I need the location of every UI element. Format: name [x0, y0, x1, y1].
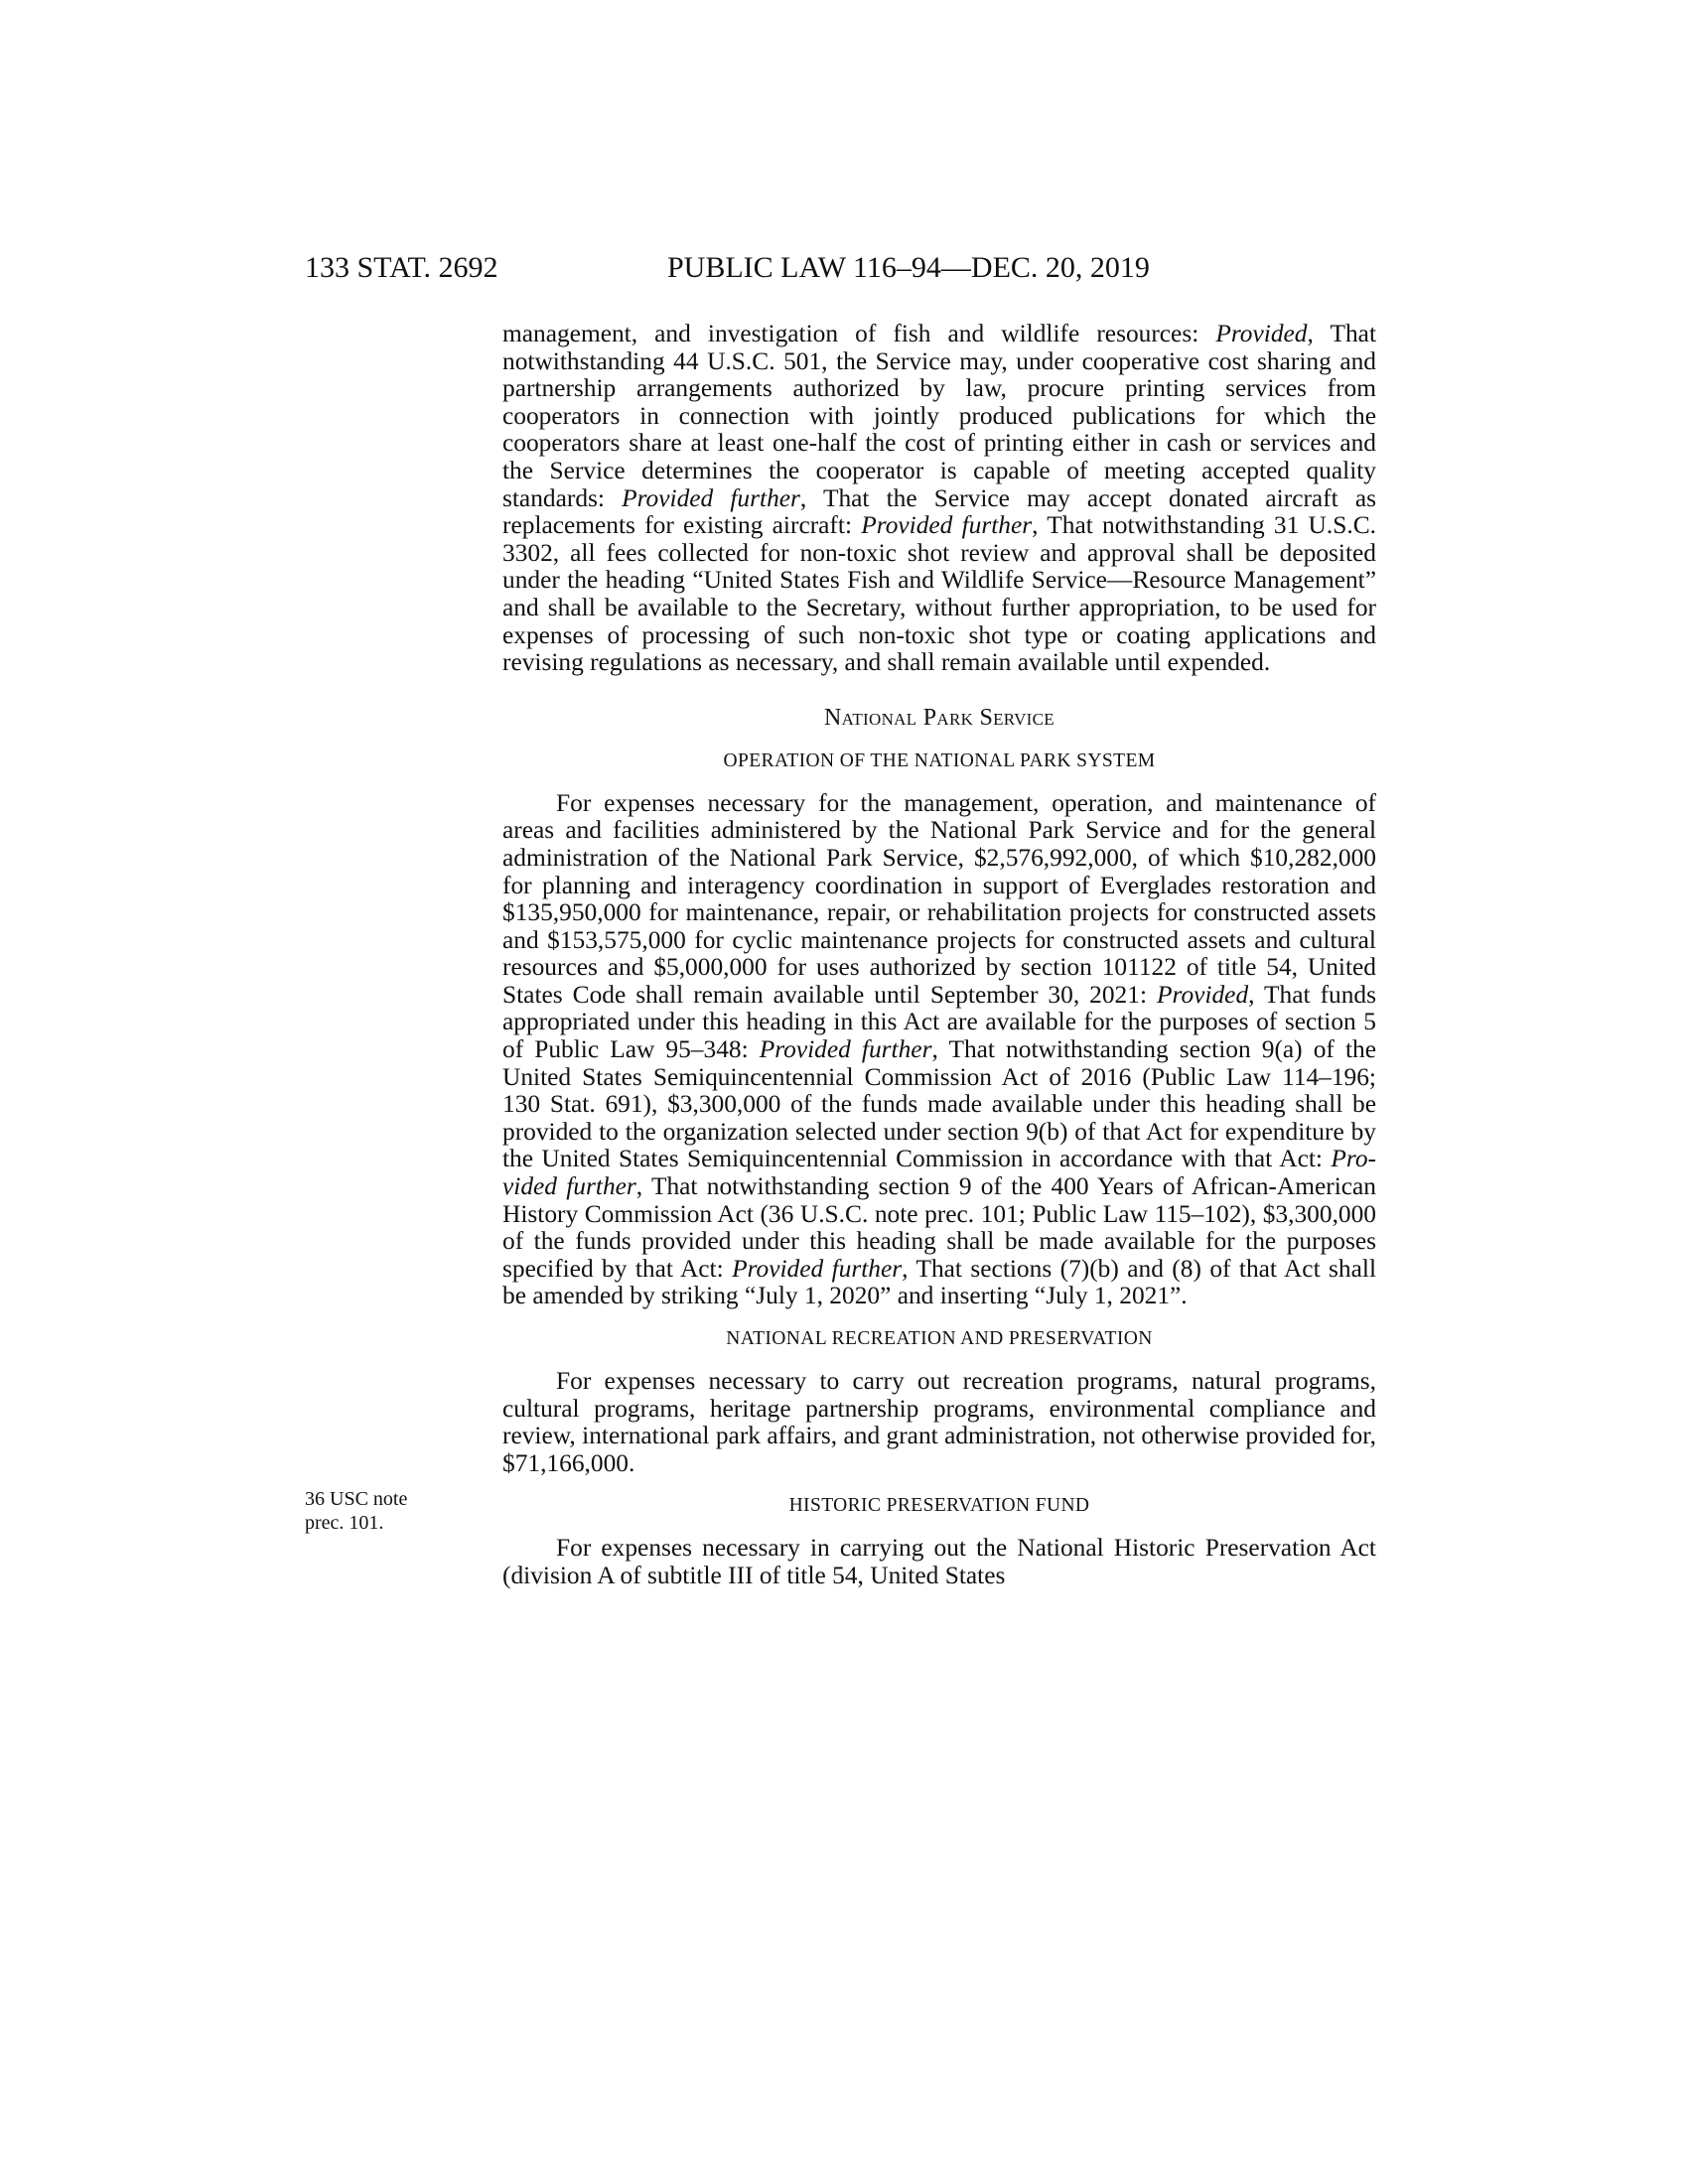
heading-historic-preservation-fund: HISTORIC PRESERVATION FUND — [788, 1495, 1090, 1517]
paragraph-fish-wildlife: management, and investigation of fish and wildlife resources: Provided, That notwithstanding 44 U.S.C. 501, the Service may, under cooperative cost sharing and partnership arrangements authorized by law, procure printing services from cooperators in connection with jointly produced publications for which the cooperators share at least one-half the cost of printing either in cash or services and the Service determines the cooperator is capable of meeting accepted quality standards: Provided further, That the Service may accept donated aircraft as replacements for existing aircraft: Provided further, That notwithstanding 31 U.S.C. 3302, all fees collected for non-toxic shot review and approval shall be deposited under the heading “United States Fish and Wildlife Service—Resource Management” and shall be available to the Secretary, without further appropriation, to be used for expenses of processing of such non-toxic shot type or coating applications and revising regulations as necessary, and shall remain available until expended. — [502, 320, 1376, 677]
paragraph-historic: For expenses necessary in carrying out the National Historic Preservation Act (division A of subtitle III of title 54, United States — [502, 1534, 1376, 1589]
body-text — [502, 321, 1376, 1590]
paragraph-operation: For expenses necessary for the management, operation, and maintenance of areas and facilities administered by the National Park Service and for the general administration of the National Park Service, $2,576,992,000, of which $10,282,000 for planning and interagency coordination in support of Everglades restoration and $135,950,000 for maintenance, repair, or rehabilitation projects for constructed assets and $153,575,000 for cyclic maintenance projects for constructed assets and cultural resources and $5,000,000 for uses authorized by section 101122 of title 54, United States Code shall remain available until September 30, 2021: Provided, That funds appropriated under this heading in this Act are available for the purposes of section 5 of Public Law 95–348: Provided further, That notwithstanding section 9(a) of the United States Semiquincentennial Commission Act of 2016 (Public Law 114–196; 130 Stat. 691), $3,300,000 of the funds made available under this heading shall be provided to the organization selected under section 9(b) of that Act for expenditure by the United States Semiquincentennial Commission in accordance with that Act: Provided further, That notwithstanding section 9 of the 400 Years of African-American History Commission Act (36 U.S.C. note prec. 101; Public Law 115–102), $3,300,000 of the funds provided under this heading shall be made available for the purposes specified by that Act: Provided further, That sections (7)(b) and (8) of that Act shall be amended by striking “July 1, 2020” and inserting “July 1, 2021”. — [502, 788, 1377, 1310]
heading-recreation-preservation: NATIONAL RECREATION AND PRESERVATION — [726, 1328, 1153, 1349]
law-citation: PUBLIC LAW 116–94—DEC. 20, 2019 — [667, 251, 1150, 284]
heading-national-park-service: National Park Service — [824, 704, 1055, 731]
margin-note-line-1: 36 USC note — [305, 1488, 408, 1510]
stat-page-number: 133 STAT. 2692 — [305, 251, 498, 284]
margin-note — [305, 1487, 464, 1535]
paragraph-recreation: For expenses necessary to carry out recreation programs, natural programs, cultural programs, heritage partnership programs, environmental compliance and review, international park affairs, and grant administration, not otherwise provided for, $71,166,000. — [502, 1367, 1376, 1477]
running-head — [305, 248, 1397, 288]
heading-operation-park-system: OPERATION OF THE NATIONAL PARK SYSTEM — [723, 750, 1156, 771]
margin-note-line-2: prec. 101. — [305, 1512, 384, 1534]
